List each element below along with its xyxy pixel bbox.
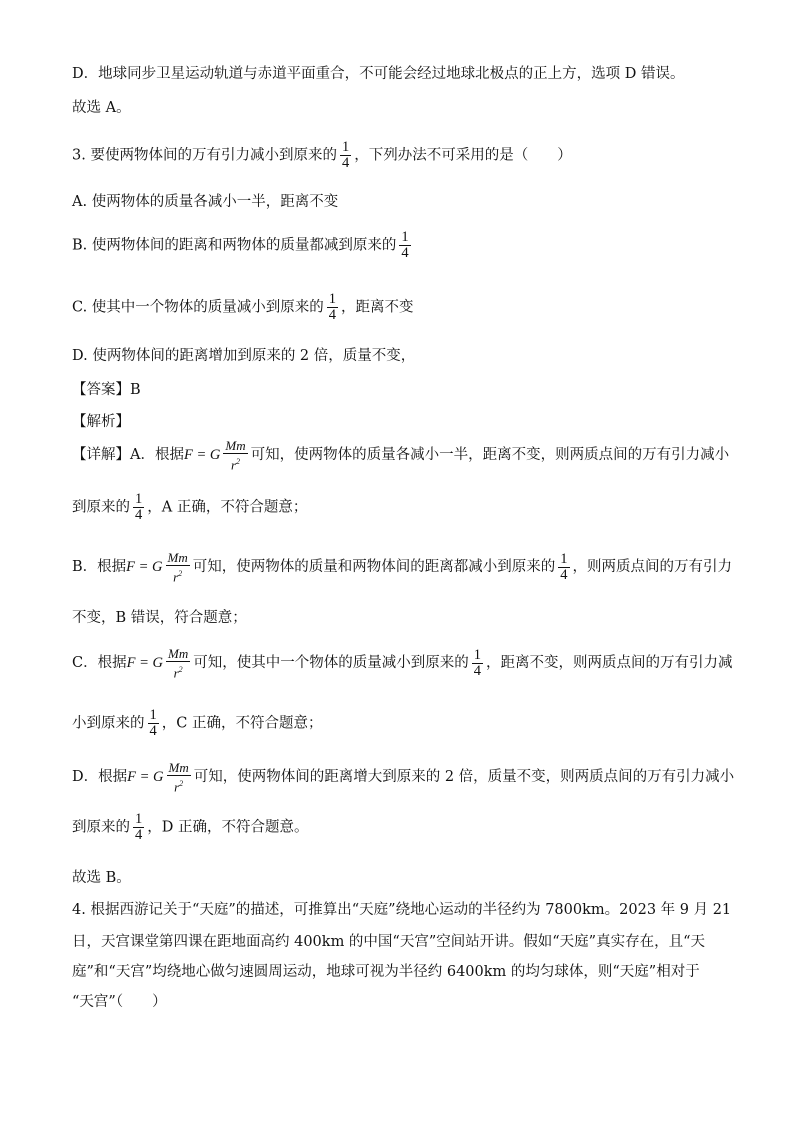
fraction-one-quarter: $\frac{1}{4}$ [135, 491, 143, 523]
formula-fraction: $\frac{Mm}{r^2}$ [225, 438, 246, 473]
detail-a-cont: 到原来的 $\frac{1}{4}$ ，A 正确，不符合题意； [72, 491, 308, 523]
detail-d: D．根据F = G $\frac{Mm}{r^2}$ 可知，使两物体间的距离增大到原来的 2 倍，质量不变，则两质点间的万有引力减小 [72, 760, 735, 795]
text-line-choose-a: 故选 A。 [72, 100, 131, 116]
analysis-label: 【解析】 [72, 414, 130, 430]
detail-a-text-end: 可知，使两物体的质量各减小一半，距离不变，则两质点间的万有引力减小 [250, 447, 730, 464]
question-4-line-4: “天宫”（ ） [72, 994, 167, 1010]
detail-c-cont: 小到原来的 $\frac{1}{4}$ ，C 正确，不符合题意； [72, 707, 323, 739]
question-3-text: 3. 要使两物体间的万有引力减小到原来的 [72, 147, 337, 164]
option-b [72, 230, 414, 261]
question-3-text-end: ，下列办法不可采用的是（ ） [354, 147, 572, 164]
formula-fraction: $\frac{Mm}{r^2}$ [167, 550, 188, 585]
option-c-text-end: ，距离不变 [341, 299, 414, 316]
detail-b-cont: 不变，B 错误，符合题意； [72, 610, 247, 626]
fraction-one-quarter: $\frac{1}{4}$ [149, 707, 157, 739]
question-4-line-1: 4. 根据西游记关于“天庭”的描述，可推算出“天庭”绕地心运动的半径约为 7800km。2023 年 9 月 21 [72, 902, 732, 918]
option-c-text: C. 使其中一个物体的质量减小到原来的 [72, 299, 324, 316]
detail-c: C．根据F = G $\frac{Mm}{r^2}$ 可知，使其中一个物体的质量减小到原来的 $\frac{1}{4}$ ，距离不变，则两质点间的万有引力减 [72, 646, 733, 681]
option-a: A. 使两物体的质量各减小一半，距离不变 [72, 194, 339, 210]
fraction-one-quarter: $\frac{1}{4}$ [560, 550, 568, 583]
detail-a: 【详解】A．根据F = G $\frac{Mm}{r^2}$ 可知，使两物体的质量各减小一半，距离不变，则两质点间的万有引力减小 [72, 438, 730, 473]
option-c [72, 292, 414, 323]
answer-label: 【答案】B [72, 382, 141, 398]
question-4-line-2: 日，天宫课堂第四课在距地面高约 400km 的中国“天宫”空间站开讲。假如“天庭”真实存在，且“天 [72, 934, 705, 950]
fraction-one-quarter: $\frac{1}{4}$ [473, 646, 481, 679]
fraction-one-quarter: $\frac{1}{4}$ [135, 811, 143, 843]
question-4-line-3: 庭”和“天宫”均绕地心做匀速圆周运动，地球可视为半径约 6400km 的均匀球体，则“天庭”相对于 [72, 964, 700, 980]
detail-b: B．根据F = G $\frac{Mm}{r^2}$ 可知，使两物体的质量和两物体间的距离都减小到原来的 $\frac{1}{4}$ ，则两质点间的万有引力 [72, 550, 732, 585]
question-3-stem [72, 140, 572, 171]
formula-fraction: $\frac{Mm}{r^2}$ [167, 646, 189, 681]
detail-d-cont: 到原来的 $\frac{1}{4}$ ，D 正确，不符合题意。 [72, 811, 309, 843]
text-line-option-d-explanation: D．地球同步卫星运动轨道与赤道平面重合，不可能会经过地球北极点的正上方，选项 D 错误。 [72, 66, 685, 82]
detail-a-text: 【详解】A．根据 [72, 447, 184, 464]
fraction-one-quarter: $\frac{1}{4}$ [341, 139, 350, 171]
text-line-choose-b: 故选 B。 [72, 870, 131, 886]
fraction-one-quarter: $\frac{1}{4}$ [401, 229, 409, 261]
fraction-one-quarter: $\frac{1}{4}$ [328, 291, 337, 323]
option-b-text: B. 使两物体间的距离和两物体的质量都减到原来的 [72, 237, 397, 254]
formula-fraction: $\frac{Mm}{r^2}$ [168, 760, 189, 795]
option-d: D. 使两物体间的距离增加到原来的 2 倍，质量不变， [72, 348, 416, 364]
